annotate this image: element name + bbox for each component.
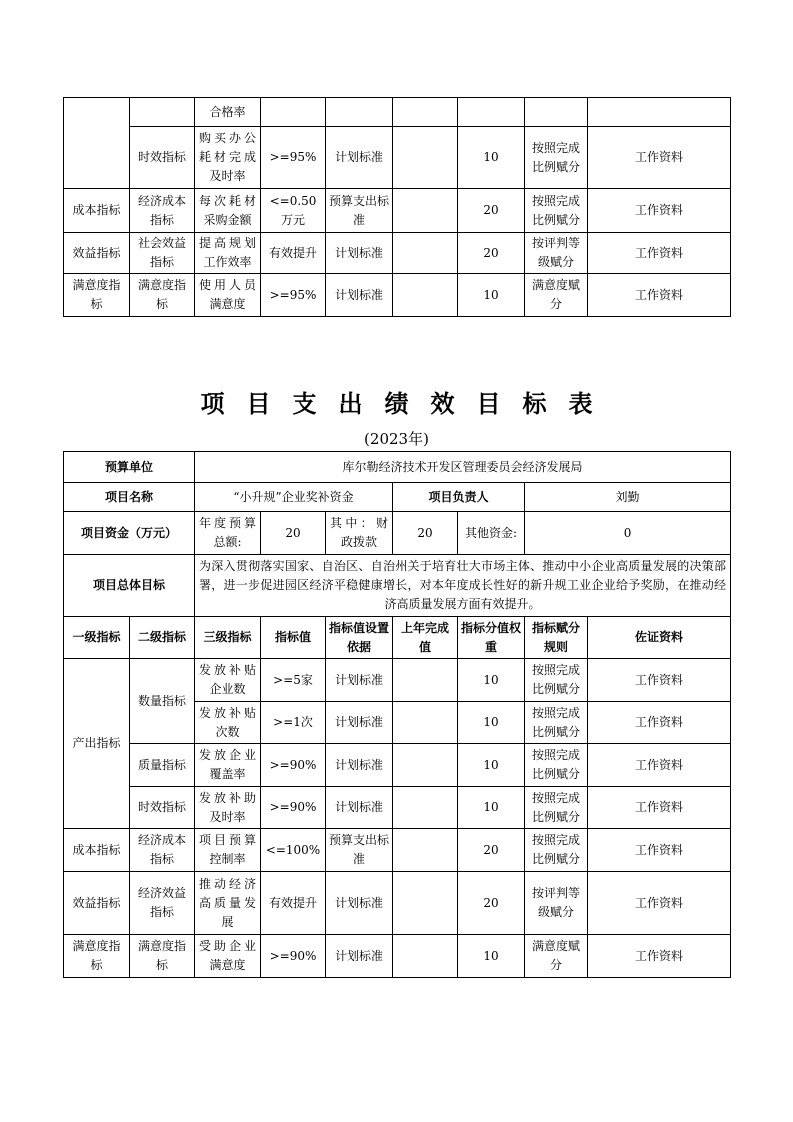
basis-cell: 计划标准	[326, 872, 393, 935]
level3-cell: 受助企业满意度	[195, 935, 261, 978]
level2-cell: 社会效益指标	[130, 233, 195, 274]
evidence-cell: 工作资料	[588, 787, 731, 829]
level2-cell: 满意度指标	[130, 274, 195, 317]
other-funds-value: 0	[525, 512, 731, 555]
cell	[64, 98, 130, 189]
evidence-cell: 工作资料	[588, 233, 731, 274]
level3-cell: 购买办公耗材完成及时率	[195, 127, 261, 189]
level1-cell: 成本指标	[64, 189, 130, 233]
evidence-cell: 工作资料	[588, 189, 731, 233]
year-subtitle: (2023年)	[364, 430, 429, 448]
rule-cell: 按照完成比例赋分	[525, 702, 588, 744]
annual-budget-label: 年度预算总额:	[195, 512, 261, 555]
cell	[130, 98, 195, 127]
fiscal-allocation-label: 其中：财政拨款	[326, 512, 393, 555]
header-rule: 指标赋分规则	[525, 617, 588, 659]
value-cell: <=0.50万元	[261, 189, 326, 233]
cell	[393, 98, 458, 127]
project-name-value: “小升规”企业奖补资金	[195, 483, 393, 512]
level1-cell: 成本指标	[64, 829, 130, 872]
level1-cell: 产出指标	[64, 659, 130, 829]
evidence-cell: 工作资料	[588, 274, 731, 317]
weight-cell: 10	[458, 274, 525, 317]
level2-cell: 经济成本指标	[130, 189, 195, 233]
weight-cell: 20	[458, 829, 525, 872]
evidence-cell: 工作资料	[588, 872, 731, 935]
last-cell	[393, 233, 458, 274]
level3-cell: 使用人员满意度	[195, 274, 261, 317]
basis-cell: 计划标准	[326, 744, 393, 787]
level2-cell: 时效指标	[130, 787, 195, 829]
header-value: 指标值	[261, 617, 326, 659]
page-title: 项目支出绩效目标表	[200, 389, 615, 418]
project-leader-value: 刘勤	[525, 483, 731, 512]
level1-cell: 效益指标	[64, 872, 130, 935]
level2-cell: 满意度指标	[130, 935, 195, 978]
level1-cell: 满意度指标	[64, 935, 130, 978]
weight-cell: 10	[458, 127, 525, 189]
weight-cell: 10	[458, 744, 525, 787]
basis-cell: 计划标准	[326, 274, 393, 317]
rule-cell: 按照完成比例赋分	[525, 659, 588, 702]
rule-cell: 按照完成比例赋分	[525, 744, 588, 787]
value-cell: 有效提升	[261, 872, 326, 935]
cell: 合格率	[195, 98, 261, 127]
other-funds-label: 其他资金:	[458, 512, 525, 555]
weight-cell: 20	[458, 233, 525, 274]
value-cell: >=5家	[261, 659, 326, 702]
header-basis: 指标值设置依据	[326, 617, 393, 659]
level3-cell: 发放补贴企业数	[195, 659, 261, 702]
rule-cell: 满意度赋分	[525, 274, 588, 317]
cell	[326, 98, 393, 127]
value-cell: >=90%	[261, 744, 326, 787]
header-last-year: 上年完成值	[393, 617, 458, 659]
last-cell	[393, 189, 458, 233]
weight-cell: 10	[458, 702, 525, 744]
weight-cell: 20	[458, 872, 525, 935]
rule-cell: 按评判等级赋分	[525, 872, 588, 935]
last-cell	[393, 872, 458, 935]
rule-cell: 按照完成比例赋分	[525, 829, 588, 872]
level1-cell: 效益指标	[64, 233, 130, 274]
cell	[261, 98, 326, 127]
level3-cell: 项目预算控制率	[195, 829, 261, 872]
value-cell: >=90%	[261, 935, 326, 978]
overall-goal-label: 项目总体目标	[64, 555, 195, 617]
header-level2: 二级指标	[130, 617, 195, 659]
value-cell: <=100%	[261, 829, 326, 872]
budget-unit-value: 库尔勒经济技术开发区管理委员会经济发展局	[195, 452, 731, 483]
last-cell	[393, 702, 458, 744]
last-cell	[393, 787, 458, 829]
value-cell: >=95%	[261, 127, 326, 189]
weight-cell: 20	[458, 189, 525, 233]
level2-cell: 经济成本指标	[130, 829, 195, 872]
header-weight: 指标分值权重	[458, 617, 525, 659]
level1-cell: 满意度指标	[64, 274, 130, 317]
fiscal-allocation-value: 20	[393, 512, 458, 555]
level2-cell: 经济效益指标	[130, 872, 195, 935]
basis-cell: 计划标准	[326, 935, 393, 978]
value-cell: >=95%	[261, 274, 326, 317]
performance-target-table	[63, 451, 731, 978]
value-cell: >=1次	[261, 702, 326, 744]
last-cell	[393, 127, 458, 189]
evidence-cell: 工作资料	[588, 702, 731, 744]
cell	[458, 98, 525, 127]
weight-cell: 10	[458, 787, 525, 829]
budget-unit-label: 预算单位	[64, 452, 195, 483]
rule-cell: 按评判等级赋分	[525, 233, 588, 274]
evidence-cell: 工作资料	[588, 659, 731, 702]
level3-cell: 发放企业覆盖率	[195, 744, 261, 787]
value-cell: >=90%	[261, 787, 326, 829]
rule-cell: 按照完成比例赋分	[525, 127, 588, 189]
header-level3: 三级指标	[195, 617, 261, 659]
project-name-label: 项目名称	[64, 483, 195, 512]
level2-cell: 时效指标	[130, 127, 195, 189]
rule-cell: 满意度赋分	[525, 935, 588, 978]
level3-cell: 每次耗材采购金额	[195, 189, 261, 233]
overall-goal-text: 为深入贯彻落实国家、自治区、自治州关于培育壮大市场主体、推动中小企业高质量发展的决策部署，进一步促进园区经济平稳健康增长，对本年度成长性好的新升规工业企业给予奖励，在推动经济高质量发展方面有效提升。	[195, 555, 731, 617]
rule-cell: 按照完成比例赋分	[525, 787, 588, 829]
level3-cell: 发放补贴次数	[195, 702, 261, 744]
weight-cell: 10	[458, 659, 525, 702]
last-cell	[393, 829, 458, 872]
evidence-cell: 工作资料	[588, 829, 731, 872]
evidence-cell: 工作资料	[588, 744, 731, 787]
value-cell: 有效提升	[261, 233, 326, 274]
annual-budget-value: 20	[261, 512, 326, 555]
level2-cell: 数量指标	[130, 659, 195, 744]
cell	[588, 98, 731, 127]
level3-cell: 推动经济高质量发展	[195, 872, 261, 935]
header-level1: 一级指标	[64, 617, 130, 659]
previous-performance-table	[63, 97, 731, 317]
rule-cell: 按照完成比例赋分	[525, 189, 588, 233]
last-cell	[393, 659, 458, 702]
header-evidence: 佐证资料	[588, 617, 731, 659]
last-cell	[393, 935, 458, 978]
level3-cell: 发放补助及时率	[195, 787, 261, 829]
evidence-cell: 工作资料	[588, 935, 731, 978]
level2-cell: 质量指标	[130, 744, 195, 787]
basis-cell: 计划标准	[326, 702, 393, 744]
basis-cell: 计划标准	[326, 787, 393, 829]
evidence-cell: 工作资料	[588, 127, 731, 189]
project-funds-label: 项目资金（万元）	[64, 512, 195, 555]
project-leader-label: 项目负责人	[393, 483, 525, 512]
basis-cell: 预算支出标准	[326, 829, 393, 872]
basis-cell: 计划标准	[326, 233, 393, 274]
cell	[525, 98, 588, 127]
level3-cell: 提高规划工作效率	[195, 233, 261, 274]
basis-cell: 计划标准	[326, 127, 393, 189]
basis-cell: 预算支出标准	[326, 189, 393, 233]
last-cell	[393, 274, 458, 317]
last-cell	[393, 744, 458, 787]
basis-cell: 计划标准	[326, 659, 393, 702]
weight-cell: 10	[458, 935, 525, 978]
